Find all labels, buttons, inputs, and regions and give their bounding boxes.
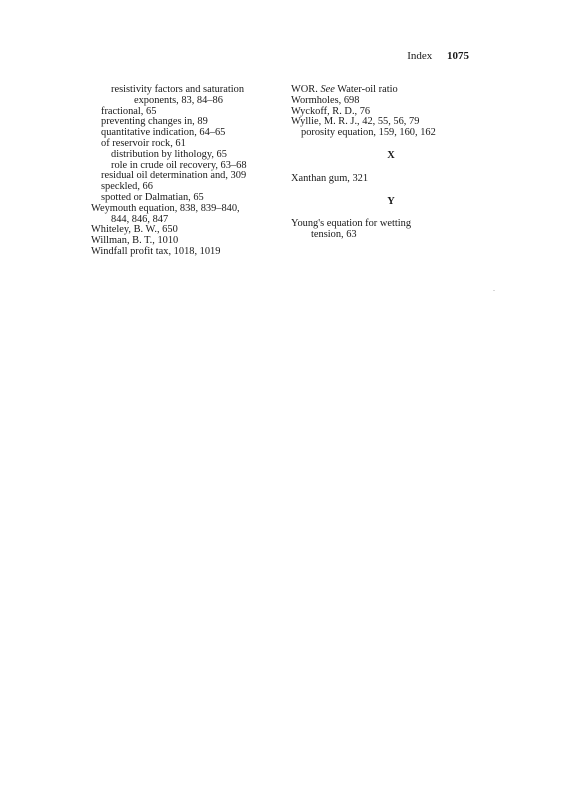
index-entry: Whiteley, B. W., 650 [91, 224, 178, 236]
index-entry: Weymouth equation, 838, 839–840, [91, 202, 240, 214]
section-letter-x: X [387, 149, 395, 161]
index-entry: Windfall profit tax, 1018, 1019 [91, 245, 221, 257]
index-entry: tension, 63 [311, 229, 357, 241]
index-entry: Xanthan gum, 321 [291, 172, 369, 184]
index-entry: porosity equation, 159, 160, 162 [301, 127, 436, 139]
wor-term: WOR. [291, 84, 318, 95]
index-entry: of reservoir rock, 61 [101, 137, 186, 149]
index-entry: role in crude oil recovery, 63–68 [111, 159, 247, 171]
index-entry: spotted or Dalmatian, 65 [101, 191, 204, 203]
index-entry: resistivity factors and saturation [111, 84, 245, 95]
index-entry: Wyckoff, R. D., 76 [291, 105, 371, 117]
index-entry: residual oil determination and, 309 [101, 170, 247, 182]
index-entry: fractional, 65 [101, 105, 157, 117]
index-entry: Wyllie, M. R. J., 42, 55, 56, 79 [291, 116, 420, 128]
index-entry: preventing changes in, 89 [101, 116, 208, 128]
index-entry: speckled, 66 [101, 181, 153, 193]
see-reference: See [320, 84, 335, 95]
index-entry: Wormholes, 698 [291, 94, 360, 106]
right-index-column [291, 85, 491, 241]
header-index-word: Index [407, 50, 433, 62]
index-entry: exponents, 83, 84–86 [134, 94, 223, 106]
page-speck [493, 290, 495, 291]
index-entry: distribution by lithology, 65 [111, 148, 227, 160]
page-number: 1075 [447, 50, 469, 62]
section-letter-y: Y [387, 195, 395, 207]
wor-target: Water-oil ratio [337, 84, 398, 95]
running-header [407, 50, 469, 62]
left-index-column [91, 85, 291, 258]
index-entry: Young's equation for wetting [291, 218, 412, 230]
index-entry: quantitative indication, 64–65 [101, 127, 226, 139]
index-entry: Willman, B. T., 1010 [91, 235, 179, 247]
index-entry: 844, 846, 847 [111, 213, 169, 225]
